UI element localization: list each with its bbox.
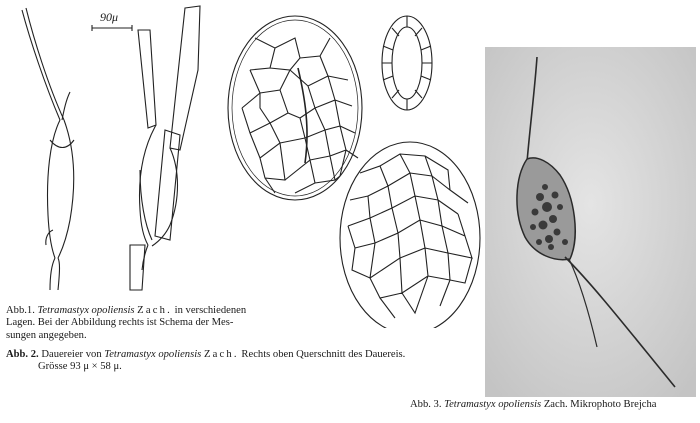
figure-1-caption-line-2: Lagen. Bei der Abbildung rechts ist Schema der Mes- [6, 317, 234, 329]
figure-3-micrograph [485, 47, 696, 397]
egg-cross-section [382, 16, 432, 110]
organism-drawing-left [22, 8, 74, 290]
figure-1-caption-line-1: Abb.1. Tetramastyx opoliensis Zach. in verschiedenen [6, 305, 247, 316]
scale-bar [92, 25, 132, 31]
resting-egg-left [228, 16, 362, 200]
resting-egg-right [340, 142, 480, 328]
figure-2-caption-line-2: Grösse 93 μ × 58 μ. [38, 361, 122, 373]
figure-3-caption: Abb. 3. Tetramastyx opoliensis Zach. Mikrophoto Brejcha [410, 399, 657, 410]
figure-1-caption [6, 305, 246, 342]
figure-1-drawings [20, 0, 220, 295]
figure-1-caption-line-3: sungen angegeben. [6, 329, 87, 341]
figure-2-caption-line-1: Abb. 2. Dauereier von Tetramastyx opoliensis Zach. Rechts oben Querschnitt des Dauereis. [6, 349, 406, 360]
scale-label: 90μ [100, 10, 119, 24]
organism-drawing-right [130, 6, 200, 290]
figure-2-caption [6, 349, 405, 374]
micrograph-organism [485, 47, 696, 397]
figure-2-drawings [220, 8, 485, 328]
